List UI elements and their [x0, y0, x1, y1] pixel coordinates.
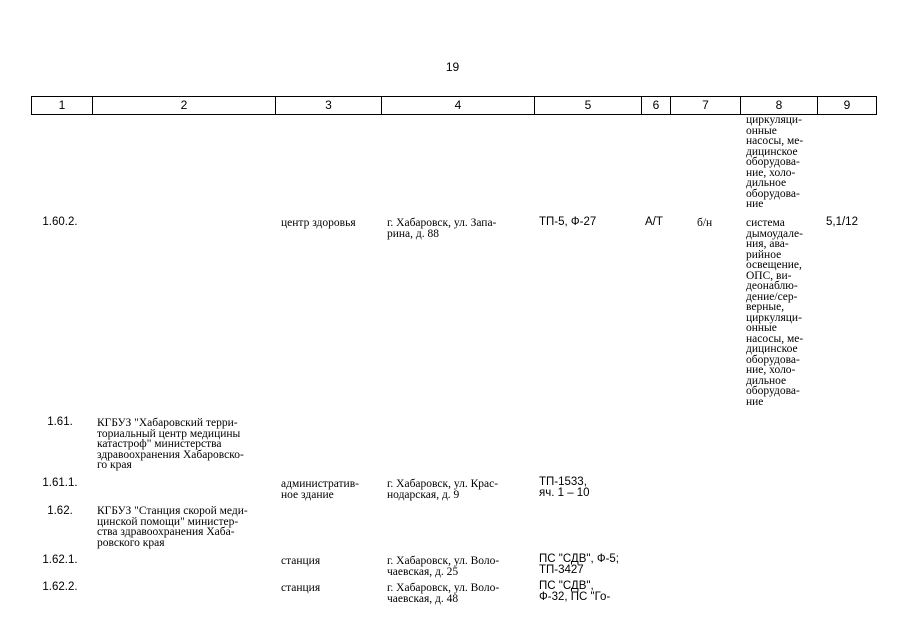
column-header-5: 5 — [534, 97, 641, 114]
row-number: 1.61. — [47, 416, 73, 428]
object-type: центр здоровья — [281, 217, 356, 229]
equipment-list: система дымоудале- ния, ава- рийное освещение, ОПС, ви- деонаблю- дение/сер- верные, циркуляци- онные насосы, ме- дицинское оборудова- ние, холо- дильное оборудова- ние — [746, 217, 804, 408]
power-supply: ТП-1533, яч. 1 – 10 — [539, 476, 590, 499]
object-address: г. Хабаровск, ул. Крас- нодарская, д. 9 — [387, 478, 499, 501]
column-header-2: 2 — [92, 97, 275, 114]
page-number: 19 — [445, 60, 460, 74]
reliability-category: А/Т — [645, 216, 663, 228]
column-header-7: 7 — [670, 97, 740, 114]
power-supply: ТП-5, Ф-27 — [539, 216, 597, 228]
power-supply: ПС "СДВ", Ф-5; ТП-3427 — [539, 553, 619, 576]
object-type: станция — [281, 582, 321, 594]
power-value: 5,1/12 — [826, 216, 858, 228]
row-number: 1.62.1. — [42, 554, 78, 566]
object-address: г. Хабаровск, ул. Воло- чаевская, д. 25 — [387, 555, 500, 578]
object-type: административ- ное здание — [281, 478, 359, 501]
object-type: станция — [281, 555, 321, 567]
row-number: 1.62.2. — [42, 581, 78, 593]
column-header-6: 6 — [641, 97, 670, 114]
power-supply: ПС "СДВ", Ф-32, ПС "Го- — [539, 580, 611, 603]
organization-name: КГБУЗ "Станция скорой меди- цинской помощи" министер- ства здравоохранения Хаба- ровского края — [97, 505, 248, 549]
object-address: г. Хабаровск, ул. Запа- рина, д. 88 — [387, 217, 497, 240]
column-header-9: 9 — [817, 97, 877, 114]
column-7-value: б/н — [697, 217, 713, 229]
row-number: 1.61.1. — [42, 477, 78, 489]
column-header-1: 1 — [31, 97, 92, 114]
organization-name: КГБУЗ "Хабаровский терри- ториальный центр медицины катастроф" министерства здравоохранения Хабаровско- го края — [97, 417, 244, 471]
carryover-equipment-text: циркуляци- онные насосы, ме- дицинское оборудова- ние, холо- дильное оборудова- ние — [746, 114, 804, 210]
object-address: г. Хабаровск, ул. Воло- чаевская, д. 48 — [387, 582, 500, 605]
table-header-row — [31, 96, 877, 115]
row-number: 1.60.2. — [42, 216, 78, 228]
column-header-3: 3 — [275, 97, 381, 114]
column-header-8: 8 — [740, 97, 817, 114]
column-header-4: 4 — [381, 97, 534, 114]
row-number: 1.62. — [47, 505, 73, 517]
